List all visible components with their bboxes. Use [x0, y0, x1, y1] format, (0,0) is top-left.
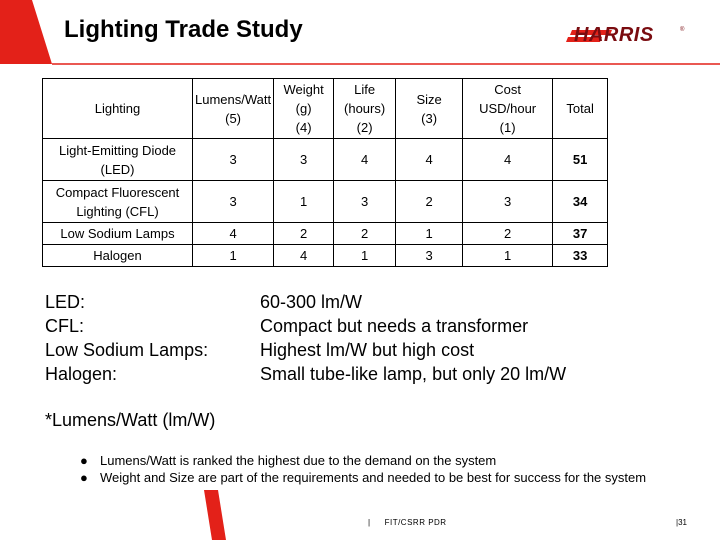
cell-total: 37: [553, 223, 608, 245]
table-row: [43, 181, 608, 223]
row-name-line: Light-Emitting Diode: [58, 142, 177, 158]
row-name-line: (LED): [100, 161, 135, 177]
cell-size: 4: [396, 139, 463, 181]
term-halogen: Halogen:: [45, 364, 118, 384]
cell-weight: 1: [274, 181, 334, 223]
table-row: [43, 139, 608, 181]
header-lumens: [193, 79, 274, 139]
bullet-text: Weight and Size are part of the requirements and needed to be best for success for the system: [100, 470, 647, 485]
footer-label-text: FIT/CSRR PDR: [384, 518, 447, 527]
header-life-unit: (hours): [344, 101, 386, 116]
cell-cost: 4: [463, 139, 553, 181]
svg-text:®: ®: [680, 27, 685, 33]
header-life: [334, 79, 396, 139]
cell-weight: 3: [274, 139, 334, 181]
desc-low-sodium: Highest lm/W but high cost: [260, 340, 475, 360]
bullet-dot-icon: ●: [80, 453, 88, 468]
lighting-descriptions: [260, 290, 566, 386]
cell-total: 33: [553, 245, 608, 267]
desc-cfl: Compact but needs a transformer: [260, 316, 529, 336]
svg-text:HARRIS: HARRIS: [574, 24, 654, 46]
bullet-list: [80, 452, 660, 486]
cell-life: 1: [334, 245, 396, 267]
header-total-label: Total: [566, 101, 594, 116]
header-size-weight: (3): [421, 110, 438, 126]
header-weight: [274, 79, 334, 139]
header-life-label: Life: [354, 82, 376, 97]
cell-size: 1: [396, 223, 463, 245]
footer-divider: |: [368, 518, 371, 527]
list-item: [80, 452, 660, 469]
header-lumens-weight: (5): [225, 110, 241, 126]
cell-weight: 2: [274, 223, 334, 245]
header-lumens-label: Lumens/Watt: [195, 91, 272, 107]
slide-title: Lighting Trade Study: [64, 16, 303, 43]
header-lighting: [43, 79, 193, 139]
footer-accent: [0, 490, 230, 540]
cell-cost: 1: [463, 245, 553, 267]
lighting-terms: [45, 290, 208, 386]
header-cost-weight: (1): [499, 120, 516, 135]
cell-life: 3: [334, 181, 396, 223]
cell-total: 51: [553, 139, 608, 181]
cell-weight: 4: [274, 245, 334, 267]
header-weight-label: Weight (g): [283, 82, 324, 116]
header-cost-label: Cost: [494, 82, 521, 97]
cell-size: 2: [396, 181, 463, 223]
cell-lumens: 4: [193, 223, 274, 245]
table-header-row: [43, 79, 608, 139]
list-item: [80, 469, 660, 486]
row-name: [43, 139, 193, 181]
page-number: [676, 518, 687, 527]
bullet-text: Lumens/Watt is ranked the highest due to the demand on the system: [100, 453, 497, 468]
desc-halogen: Small tube-like lamp, but only 20 lm/W: [260, 364, 567, 384]
desc-led: 60-300 lm/W: [260, 292, 363, 312]
header-life-weight: (2): [356, 120, 373, 135]
bullet-dot-icon: ●: [80, 470, 88, 485]
term-led: LED:: [45, 292, 86, 312]
header-cost-unit: USD/hour: [479, 101, 537, 116]
header-size: [396, 79, 463, 139]
cell-lumens: 3: [193, 181, 274, 223]
cell-total: 34: [553, 181, 608, 223]
cell-cost: 3: [463, 181, 553, 223]
cell-lumens: 1: [193, 245, 274, 267]
row-name: Low Sodium Lamps: [43, 223, 193, 245]
harris-logo: [566, 22, 688, 46]
cell-cost: 2: [463, 223, 553, 245]
row-name: Halogen: [43, 245, 193, 267]
table-row: [43, 245, 608, 267]
term-cfl: CFL:: [45, 316, 85, 336]
trade-study-table: [42, 78, 608, 267]
header-total: [553, 79, 608, 139]
cell-life: 4: [334, 139, 396, 181]
row-name-line: Lighting (CFL): [76, 203, 159, 219]
cell-size: 3: [396, 245, 463, 267]
page-number-text: 31: [678, 518, 687, 527]
footer-label: [368, 518, 447, 527]
cell-life: 2: [334, 223, 396, 245]
row-name: [43, 181, 193, 223]
row-name-line: Compact Fluorescent: [55, 184, 180, 200]
header-lighting-label: Lighting: [94, 101, 141, 116]
footnote: *Lumens/Watt (lm/W): [45, 410, 216, 430]
header-cost: [463, 79, 553, 139]
term-low-sodium: Low Sodium Lamps:: [45, 340, 209, 360]
cell-lumens: 3: [193, 139, 274, 181]
table-row: [43, 223, 608, 245]
header-weight-weight: (4): [295, 120, 312, 135]
page-number-divider: |: [676, 518, 679, 527]
header-size-label: Size: [416, 91, 442, 107]
